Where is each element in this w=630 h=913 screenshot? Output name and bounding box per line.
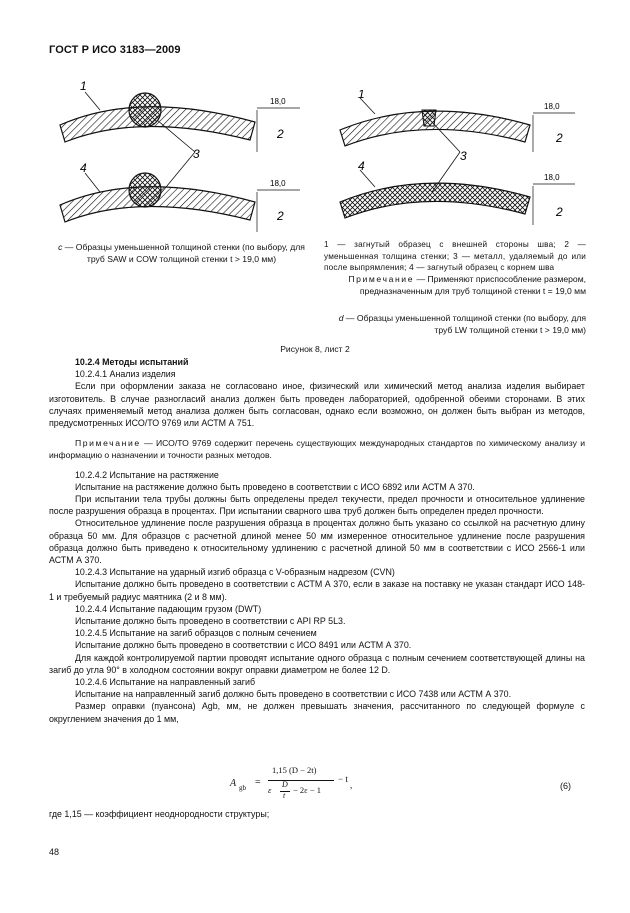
section-10-2-4-6: 10.2.4.6 Испытание на направленный загиб: [75, 677, 256, 688]
caption-d: d — Образцы уменьшенной толщиной стенки (по выбору, для труб LW толщиной стенки t > 19,0 мм): [338, 313, 586, 335]
label-1: 1: [80, 80, 87, 93]
paragraph: Относительное удлинение после разрушения образца в процентах должно быть указано со ссылкой на расчетную длину образца 50 мм. Для образцов с расчетной длиной менее 50 мм измеренное относительное удлинение после разрушения образца должно быть приведено к относительному удлинению с расчетной длиной 50 мм в соответствии с ИСО 2566-1 или АСТМ А 370.: [49, 518, 585, 566]
figure-left: [45, 80, 310, 240]
caption-c: c — Образцы уменьшенной толщиной стенки (по выбору, для труб SAW и COW толщиной стенки t > 19,0 мм): [58, 242, 305, 264]
note-2: Примечание — ИСО/ТО 9769 содержит перечень существующих международных стандартов по химическому анализу и информацию о назначении и точности разных методов.: [49, 438, 585, 461]
weld-bottom: [129, 173, 161, 207]
dim-bottom: 18,0: [270, 179, 286, 188]
formula-number: (6): [560, 781, 571, 791]
paragraph-where: где 1,15 — коэффициент неоднородности структуры;: [49, 809, 270, 819]
paragraph: Если при оформлении заказа не согласовано иное, физический или химический метод анализа изделия выбирает изготовитель. В случае разногласий анализ должен быть проведен лабораторией, одобренной обеими сторонами. В этих случаях применяемый метод анализа должен быть согласован, однако если возможно, он должен быть выбран из методов, предусмотренных ИСО/ТО 9769 или АСТМ А 751.: [49, 381, 585, 429]
dim-top: 18,0: [270, 97, 286, 106]
paragraph: При испытании тела трубы должны быть определены предел текучести, предел прочности и относительное удлинение после разрушения образца в процентах. При испытании сварного шва труб должен быть определен предел прочности.: [49, 494, 585, 517]
label-3: 3: [193, 147, 200, 161]
body-text: [49, 356, 585, 725]
formula-6: A gb = 1,15 (D − 2t) ε D t − 2ε − 1 − t ,: [230, 765, 353, 800]
label-r-2-top: 2: [556, 131, 563, 145]
page-number: 48: [49, 847, 60, 857]
figure-note: Примечание — Применяют приспособление размером, предназначенным для труб толщиной стенки t = 19,0 мм: [348, 274, 586, 296]
figure-right: [330, 90, 580, 240]
section-10-2-4: 10.2.4 Методы испытаний: [75, 357, 189, 367]
label-r-3: 3: [460, 149, 467, 163]
dim-r-top: 18,0: [544, 102, 560, 111]
paragraph: Испытание должно быть проведено в соответствии с АСТМ А 370, если в заказе на поставку не указан стандарт ИСО 148-1 и требуемый радиус маятника (2 и 8 мм).: [49, 579, 585, 602]
label-r-4: 4: [358, 159, 365, 173]
figure-legend: 1 — загнутый образец с внешней стороны шва; 2 — уменьшенная толщина стенки; 3 — металл, удаляемый до или после выпрямления; 4 — загнутый образец с корнем шва: [324, 240, 586, 273]
section-10-2-4-3: 10.2.4.3 Испытание на ударный изгиб образца с V-образным надрезом (CVN): [75, 567, 395, 578]
label-r-2-bottom: 2: [556, 205, 563, 219]
section-10-2-4-5: 10.2.4.5 Испытание на загиб образцов с полным сечением: [75, 628, 317, 639]
weld-top: [129, 93, 161, 127]
paragraph: Испытание на растяжение должно быть проведено в соответствии с ИСО 6892 или АСТМ А 370.: [75, 481, 475, 492]
paragraph: Испытание на направленный загиб должно быть проведено в соответствии с ИСО 7438 или АСТМ А 370.: [75, 689, 512, 700]
label-4: 4: [80, 161, 87, 175]
document-header: ГОСТ Р ИСО 3183—2009: [49, 44, 181, 56]
label-2-top: 2: [277, 127, 284, 141]
dim-r-bottom: 18,0: [544, 173, 560, 182]
paragraph: Для каждой контролируемой партии проводят испытание одного образца с полным сечением соответствующей длины на загиб до угла 90° в холодном состоянии вокруг оправки диаметром не более 12 D.: [49, 652, 585, 675]
figure-title: Рисунок 8, лист 2: [280, 344, 350, 354]
paragraph: Испытание должно быть проведено в соответствии с API RP 5L3.: [75, 616, 346, 627]
label-r-1: 1: [358, 90, 365, 101]
paragraph: Размер оправки (пуансона) Agb, мм, не должен превышать значения, рассчитанного по следующей формуле с округлением значения до 1 мм,: [49, 701, 585, 724]
section-10-2-4-1: 10.2.4.1 Анализ изделия: [75, 369, 176, 380]
section-10-2-4-2: 10.2.4.2 Испытание на растяжение: [75, 469, 219, 480]
label-2-bottom: 2: [277, 209, 284, 223]
paragraph: Испытание должно быть проведено в соответствии с ИСО 8491 или АСТМ А 370.: [75, 640, 412, 651]
section-10-2-4-4: 10.2.4.4 Испытание падающим грузом (DWT): [75, 603, 262, 614]
